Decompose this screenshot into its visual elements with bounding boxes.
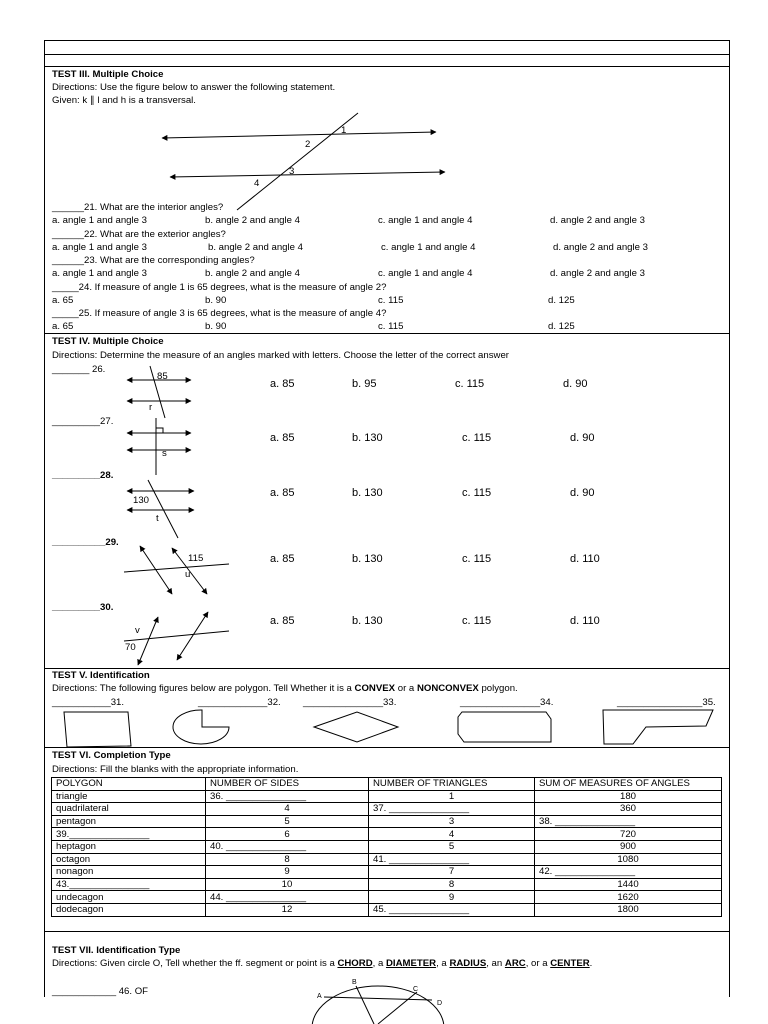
table-cell: undecagon bbox=[52, 891, 206, 904]
test5-directions: Directions: The following figures below are polygon. Tell Whether it is a CONVEX or a NONCONVEX polygon. bbox=[52, 683, 518, 694]
option: a. 85 bbox=[270, 432, 295, 444]
table-cell: 900 bbox=[535, 840, 722, 853]
table-header: POLYGON bbox=[52, 778, 206, 791]
angle-label: 4 bbox=[254, 178, 260, 189]
table-cell: 3 bbox=[369, 815, 535, 828]
table-cell: 44. _______________ bbox=[206, 891, 369, 904]
table-cell: 39._______________ bbox=[52, 828, 206, 841]
table-cell: dodecagon bbox=[52, 903, 206, 916]
item-number: _____________32. bbox=[198, 697, 281, 708]
table-cell: 12 bbox=[206, 903, 369, 916]
option: b. angle 2 and angle 4 bbox=[205, 215, 300, 226]
item-number: _______________34. bbox=[460, 697, 554, 708]
table-cell: heptagon bbox=[52, 840, 206, 853]
angle-label: 2 bbox=[305, 139, 311, 150]
point-label: C bbox=[413, 986, 419, 993]
option: c. 115 bbox=[462, 487, 492, 499]
table-cell: 1800 bbox=[535, 903, 722, 916]
option: c. angle 1 and angle 4 bbox=[381, 242, 476, 253]
option: d. 110 bbox=[570, 615, 600, 627]
option: b. angle 2 and angle 4 bbox=[205, 268, 300, 279]
question-46: ____________ 46. OF bbox=[52, 986, 149, 997]
table-cell: octagon bbox=[52, 853, 206, 866]
item-number: _______________33. bbox=[303, 697, 397, 708]
table-cell: 180 bbox=[535, 790, 722, 803]
angle-label: 115 bbox=[188, 553, 204, 564]
option: d. 90 bbox=[563, 378, 588, 390]
table-header: SUM OF MEASURES OF ANGLES bbox=[535, 778, 722, 791]
item-number: __________29. bbox=[52, 537, 119, 548]
table-cell: 360 bbox=[535, 803, 722, 816]
question-21: ______21. What are the interior angles? bbox=[52, 202, 224, 213]
item-number: _________30. bbox=[52, 602, 114, 613]
test7-directions: Directions: Given circle O, Tell whether the ff. segment or point is a CHORD, a DIAMETER, a RADIUS, an ARC, or a CENTER. bbox=[52, 958, 593, 969]
point-label: B bbox=[352, 979, 357, 986]
table-cell: 1080 bbox=[535, 853, 722, 866]
option: a. 65 bbox=[52, 321, 74, 332]
angle-label: v bbox=[135, 625, 140, 636]
option: b. 95 bbox=[352, 378, 377, 390]
table-cell: 10 bbox=[206, 878, 369, 891]
option: a. angle 1 and angle 3 bbox=[52, 268, 147, 279]
test4-directions: Directions: Determine the measure of an angles marked with letters. Choose the letter of the correct answer bbox=[52, 350, 509, 361]
option: a. angle 1 and angle 3 bbox=[52, 215, 147, 226]
table-cell: triangle bbox=[52, 790, 206, 803]
option: d. 125 bbox=[548, 321, 575, 332]
point-label: D bbox=[437, 1000, 443, 1007]
angle-label: s bbox=[162, 448, 167, 459]
question-22: ______22. What are the exterior angles? bbox=[52, 229, 226, 240]
option: d. 110 bbox=[570, 553, 600, 565]
item-number: ___________31. bbox=[52, 697, 125, 708]
angle-label: 70 bbox=[125, 642, 136, 653]
table-cell: 5 bbox=[206, 815, 369, 828]
angle-label: 85 bbox=[157, 371, 168, 382]
point-label: A bbox=[317, 993, 322, 1000]
table-cell: 37. _______________ bbox=[369, 803, 535, 816]
test7-title: TEST VII. Identification Type bbox=[52, 945, 181, 956]
test5-title: TEST V. Identification bbox=[52, 670, 150, 681]
option: b. 130 bbox=[352, 615, 383, 627]
question-24: _____24. If measure of angle 1 is 65 degrees, what is the measure of angle 2? bbox=[52, 282, 387, 293]
option: d. angle 2 and angle 3 bbox=[553, 242, 648, 253]
table-cell: 36. _______________ bbox=[206, 790, 369, 803]
option: d. 90 bbox=[570, 432, 595, 444]
table-cell: 8 bbox=[369, 878, 535, 891]
table-cell: 4 bbox=[206, 803, 369, 816]
angle-label: t bbox=[156, 513, 159, 524]
angle-label: r bbox=[149, 402, 153, 413]
table-cell: 5 bbox=[369, 840, 535, 853]
table-cell: 6 bbox=[206, 828, 369, 841]
question-23: ______23. What are the corresponding angles? bbox=[52, 255, 255, 266]
test6-directions: Directions: Fill the blanks with the appropriate information. bbox=[52, 764, 299, 775]
table-cell: 1440 bbox=[535, 878, 722, 891]
option: c. 115 bbox=[462, 553, 492, 565]
item-number: _________27. bbox=[52, 416, 114, 427]
option: d. 90 bbox=[570, 487, 595, 499]
item-number: _________28. bbox=[52, 470, 114, 481]
table-cell: quadrilateral bbox=[52, 803, 206, 816]
option: c. 115 bbox=[462, 615, 492, 627]
option: b. 90 bbox=[205, 295, 227, 306]
table-cell: 720 bbox=[535, 828, 722, 841]
angle-label: 130 bbox=[133, 495, 150, 506]
option: a. 65 bbox=[52, 295, 74, 306]
table-cell: 1 bbox=[369, 790, 535, 803]
test3-given: Given: k ∥ l and h is a transversal. bbox=[52, 95, 196, 106]
option: d. angle 2 and angle 3 bbox=[550, 215, 645, 226]
option: c. 115 bbox=[378, 295, 404, 306]
table-header: NUMBER OF TRIANGLES bbox=[369, 778, 535, 791]
table-cell: 8 bbox=[206, 853, 369, 866]
table-cell: 45. _______________ bbox=[369, 903, 535, 916]
option: c. 115 bbox=[462, 432, 492, 444]
table-cell: 9 bbox=[206, 866, 369, 879]
table-cell: 43._______________ bbox=[52, 878, 206, 891]
table-cell: 7 bbox=[369, 866, 535, 879]
option: c. angle 1 and angle 4 bbox=[378, 215, 473, 226]
test6-title: TEST VI. Completion Type bbox=[52, 750, 171, 761]
item-number: _______ 26. bbox=[52, 364, 106, 375]
option: c. 115 bbox=[455, 378, 485, 390]
table-cell: pentagon bbox=[52, 815, 206, 828]
test3-directions: Directions: Use the figure below to answer the following statement. bbox=[52, 82, 336, 93]
table-cell: 41. _______________ bbox=[369, 853, 535, 866]
test4-title: TEST IV. Multiple Choice bbox=[52, 336, 164, 347]
option: a. 85 bbox=[270, 615, 295, 627]
option: a. 85 bbox=[270, 378, 295, 390]
option: b. 130 bbox=[352, 487, 383, 499]
table-cell: 9 bbox=[369, 891, 535, 904]
table-cell: 38. _______________ bbox=[535, 815, 722, 828]
question-25: _____25. If measure of angle 3 is 65 degrees, what is the measure of angle 4? bbox=[52, 308, 387, 319]
option: b. 90 bbox=[205, 321, 227, 332]
angle-label: 3 bbox=[289, 166, 295, 177]
option: d. 125 bbox=[548, 295, 575, 306]
option: a. 85 bbox=[270, 487, 295, 499]
option: d. angle 2 and angle 3 bbox=[550, 268, 645, 279]
option: b. 130 bbox=[352, 432, 383, 444]
table-cell: 1620 bbox=[535, 891, 722, 904]
table-cell: nonagon bbox=[52, 866, 206, 879]
option: c. 115 bbox=[378, 321, 404, 332]
item-number: ________________35. bbox=[617, 697, 716, 708]
option: a. angle 1 and angle 3 bbox=[52, 242, 147, 253]
option: b. angle 2 and angle 4 bbox=[208, 242, 303, 253]
test3-title: TEST III. Multiple Choice bbox=[52, 69, 164, 80]
angle-label: 1 bbox=[341, 125, 347, 136]
angle-label: u bbox=[185, 569, 191, 580]
table-cell: 4 bbox=[369, 828, 535, 841]
option: c. angle 1 and angle 4 bbox=[378, 268, 473, 279]
option: a. 85 bbox=[270, 553, 295, 565]
table-cell: 42. _______________ bbox=[535, 866, 722, 879]
table-header: NUMBER OF SIDES bbox=[206, 778, 369, 791]
option: b. 130 bbox=[352, 553, 383, 565]
table-cell: 40. _______________ bbox=[206, 840, 369, 853]
